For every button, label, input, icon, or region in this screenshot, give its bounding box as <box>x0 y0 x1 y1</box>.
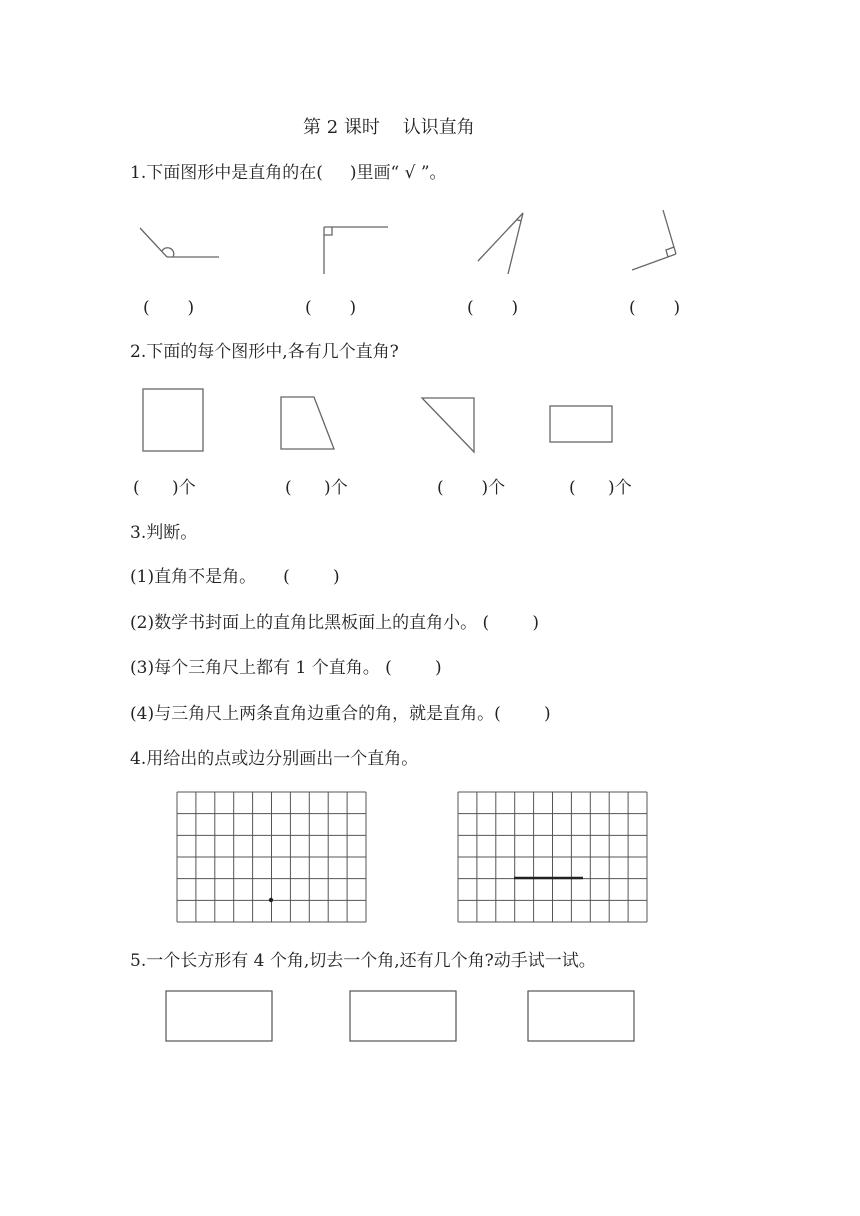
question-1-blank[interactable]: ( ) <box>629 298 681 318</box>
question-3-item[interactable]: (4)与三角尺上两条直角边重合的角，就是直角。( ) <box>130 704 551 724</box>
question-3-item[interactable]: (3)每个三角尺上都有 1 个直角。 ( ) <box>130 658 442 678</box>
question-1-blank[interactable]: ( ) <box>143 298 195 318</box>
question-5-prompt: 5.一个长方形有 4 个角,切去一个角,还有几个角?动手试一试。 <box>130 951 596 971</box>
question-4-prompt: 4.用给出的点或边分别画出一个直角。 <box>130 749 419 769</box>
question-2-blank[interactable]: ( )个 <box>437 478 506 498</box>
rectangle-right[interactable] <box>528 991 634 1041</box>
question-1-prompt: 1.下面图形中是直角的在( )里画“ √ ”。 <box>130 163 447 183</box>
rectangle-middle[interactable] <box>350 991 456 1041</box>
question-2-prompt: 2.下面的每个图形中,各有几个直角? <box>130 342 399 362</box>
question-2-blank[interactable]: ( )个 <box>285 478 348 498</box>
question-3-item[interactable]: (1)直角不是角。 ( ) <box>130 567 340 587</box>
question-1-blank[interactable]: ( ) <box>467 298 519 318</box>
question-2-blank[interactable]: ( )个 <box>133 478 196 498</box>
question-1-blank[interactable]: ( ) <box>305 298 357 318</box>
rectangle-left[interactable] <box>166 991 272 1041</box>
page-title: 第 2 课时 认识直角 <box>303 117 475 138</box>
question-2-blank[interactable]: ( )个 <box>569 478 632 498</box>
question-3-item[interactable]: (2)数学书封面上的直角比黑板面上的直角小。 ( ) <box>130 613 539 633</box>
question-3-prompt: 3.判断。 <box>130 523 198 543</box>
